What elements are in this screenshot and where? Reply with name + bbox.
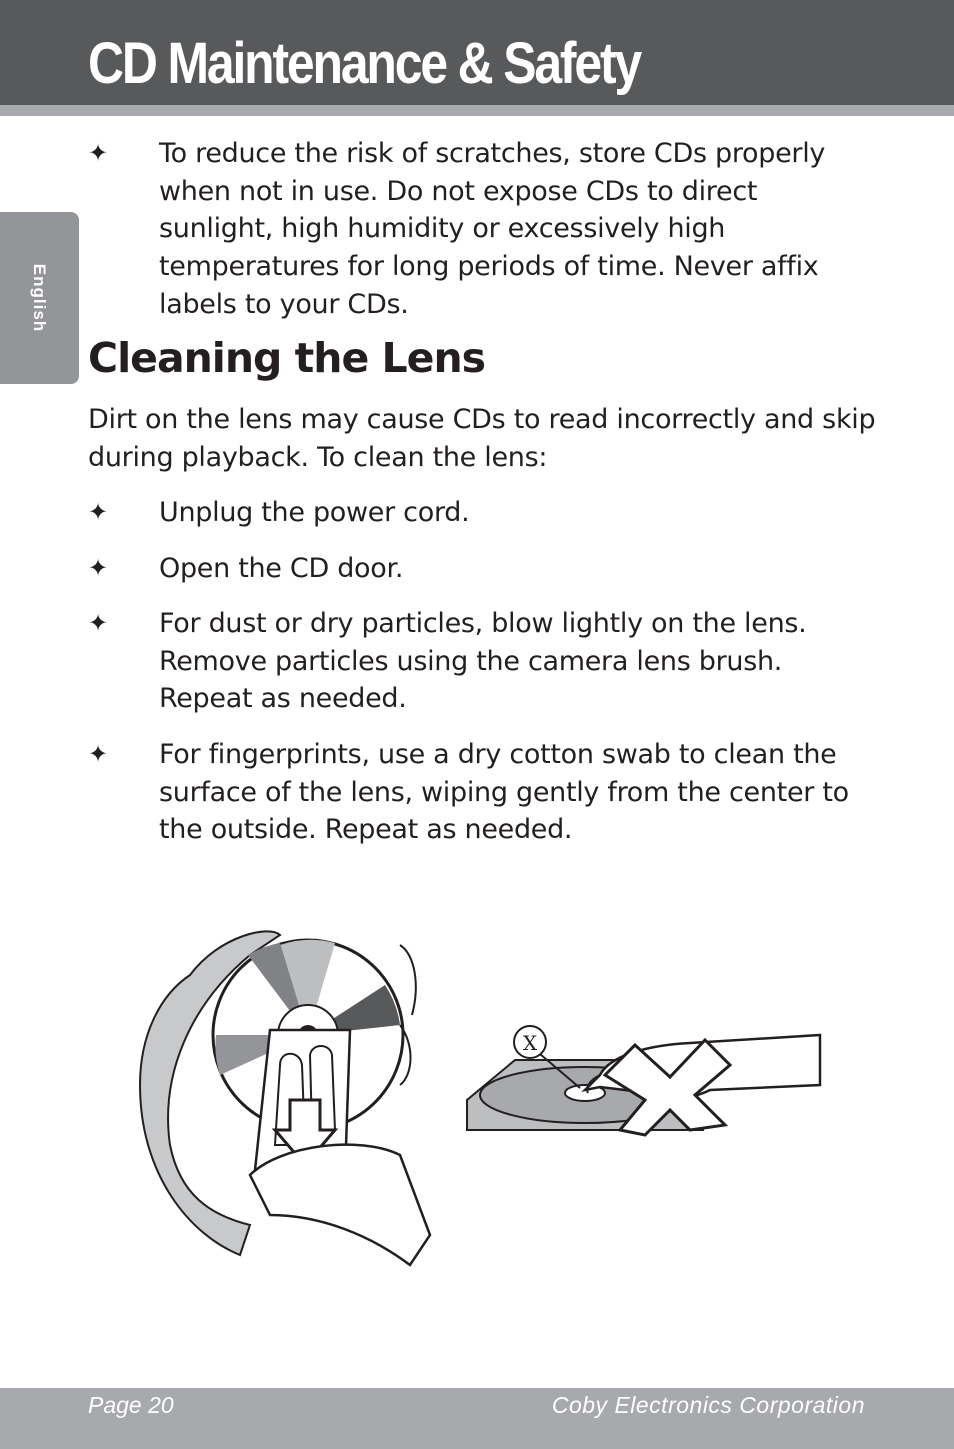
step-item [88, 736, 878, 849]
section-intro: Dirt on the lens may cause CDs to read incorrectly and skip during playback. To clean the lens: [88, 404, 876, 473]
step-text: For fingerprints, use a dry cotton swab to clean the surface of the lens, wiping gently from the center to the outside. Repeat as needed. [159, 739, 849, 846]
section-heading: Cleaning the Lens [88, 334, 486, 382]
star-bullet-icon: ✦ [88, 740, 108, 768]
step-text: Open the CD door. [159, 553, 404, 584]
language-tab [0, 212, 79, 384]
header-rule [0, 105, 954, 116]
page-header [0, 0, 954, 105]
star-bullet-icon: ✦ [88, 139, 108, 167]
step-item [88, 494, 878, 532]
page-number: Page 20 [88, 1392, 174, 1418]
step-text: For dust or dry particles, blow lightly on the lens. Remove particles using the camera lens brush. Repeat as needed. [159, 608, 807, 715]
company-name: Coby Electronics Corporation [551, 1392, 865, 1418]
storage-tip [88, 135, 878, 324]
cd-hand-illustration [140, 931, 430, 1265]
star-bullet-icon: ✦ [88, 609, 108, 637]
x-marker-label: X [522, 1031, 538, 1055]
step-item [88, 550, 878, 588]
page-title: CD Maintenance & Safety [88, 31, 641, 96]
do-not-touch-lens-illustration [467, 1026, 820, 1135]
star-bullet-icon: ✦ [88, 554, 108, 582]
storage-tip-text: To reduce the risk of scratches, store CDs properly when not in use. Do not expose CDs to direct sunlight, high humidity or excessively high temperatures for long periods of time. Never affix labels to your CDs. [159, 138, 826, 320]
page-footer [0, 1388, 954, 1449]
star-bullet-icon: ✦ [88, 498, 108, 526]
language-tab-label: English [30, 263, 49, 333]
cd-handling-illustration [130, 915, 830, 1275]
step-item [88, 605, 878, 718]
step-text: Unplug the power cord. [159, 497, 470, 528]
